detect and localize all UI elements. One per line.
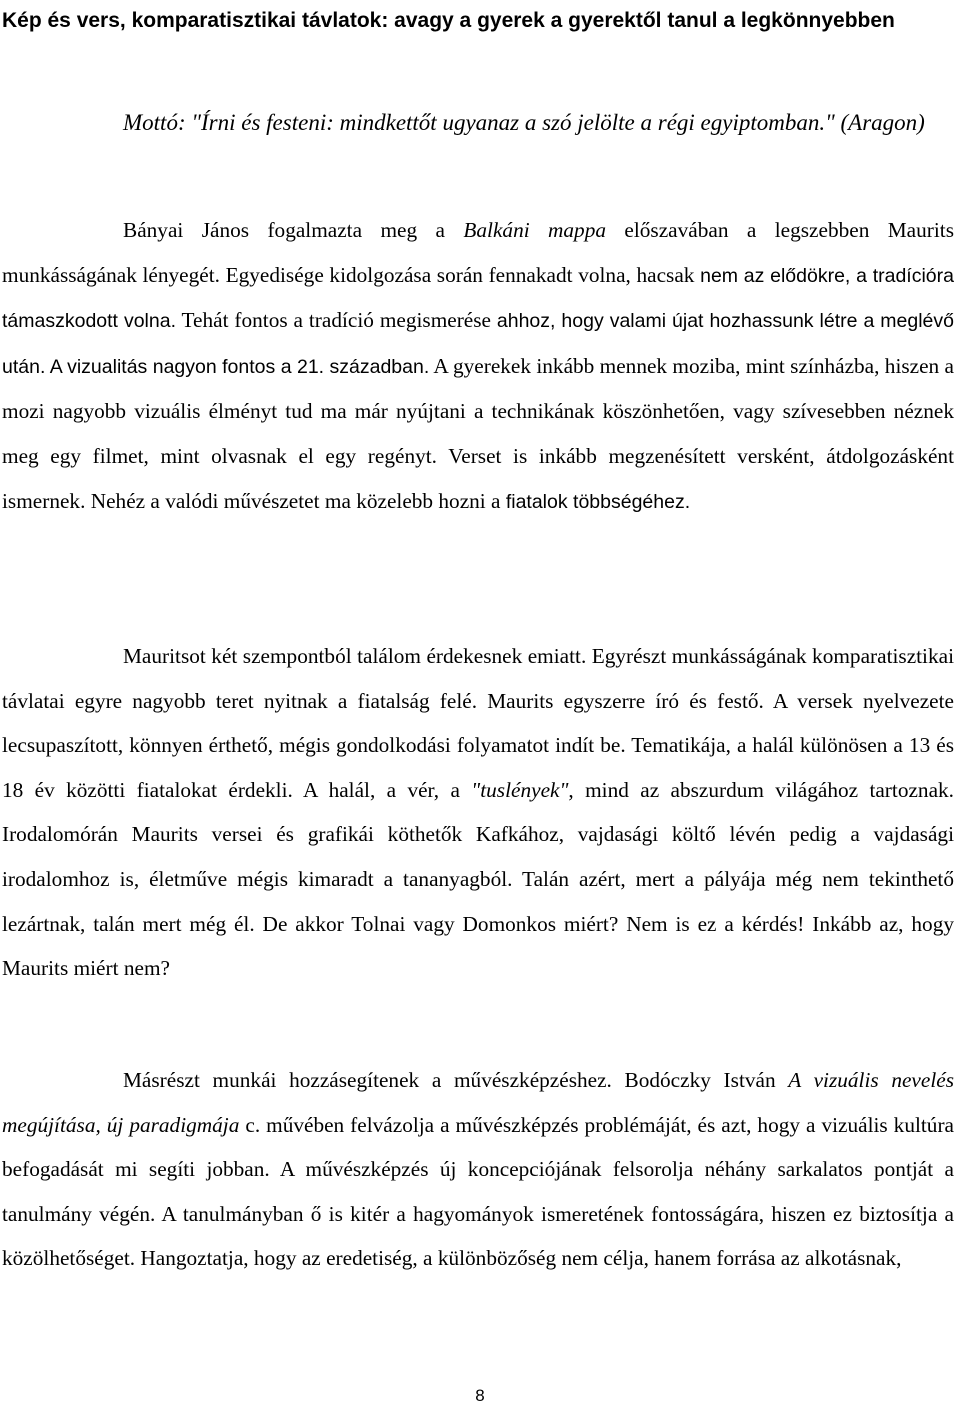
motto: [2, 100, 954, 146]
paragraph-3: [2, 1058, 954, 1281]
p3-text-a: Másrészt munkái hozzásegítenek a művészképzéshez. Bodóczky István: [123, 1068, 789, 1092]
motto-text: Mottó: "Írni és festeni: mindkettőt ugyanaz a szó jelölte a régi egyiptomban." (Aragon): [123, 110, 925, 135]
p2-text-a: Mauritsot két szempontból találom érdekesnek emiatt. Egyrészt munkásságának komparatisztikai távlatai egyre nagyobb teret nyitnak a fiatalság felé. Maurits egyszerre író és festő. A versek nyelvezete lecsupaszított, könnyen érthető, mégis gondolkodási folyamatot indít be. Tematikája, a halál különösen a 13 és 18 év közötti fiatalokat érdekli. A halál, a vér, a: [2, 644, 954, 802]
p1-text-a: Bányai János fogalmazta meg a: [123, 218, 464, 242]
p1-text-f: A gyerekek inkább mennek moziba, mint színházba, hiszen a mozi nagyobb vizuális élményt tud ma már nyújtani a technikának köszönhetően, vagy szívesebben néznek meg egy filmet, mint olvasnak el egy regényt. Verset is inkább megzenésített versként, átdolgozásként ismernek. Nehéz a valódi művészetet ma közelebb hozni a: [2, 353, 954, 513]
p1-text-c: nem az elődökre, a tradícióra támaszkodott volna.: [2, 264, 954, 333]
p1-text-d: Tehát fontos a tradíció megismerése: [176, 308, 497, 333]
paragraph-1: [2, 208, 954, 524]
quoted-term-tuslenyek: "tuslények": [471, 777, 569, 802]
p1-text-b: előszavában a legszebben Maurits munkásságának lényegét. Egyedisége kidolgozása során fennakadt volna, hacsak: [2, 218, 954, 287]
p1-text-e: ahhoz, hogy valami újat hozhassunk létre a meglévő után. A vizualitás nagyon fontos a 21. században.: [2, 310, 954, 378]
page-number: 8: [475, 1386, 485, 1405]
p1-text-g: fiatalok többségéhez.: [505, 490, 691, 513]
paragraph-2: [2, 634, 954, 991]
document-title: Kép és vers, komparatisztikai távlatok: avagy a gyerek a gyerektől tanul a legkönnyebben: [2, 9, 895, 32]
book-title-vizualis-neveles: A vizuális nevelés megújítása, új paradigmája: [2, 1068, 954, 1137]
p3-text-b: c. művében felvázolja a művészképzés problémáját, és azt, hogy a vizuális kultúra befogadását mi segíti jobban. A művészképzés új koncepciójának felsorolja néhány sarkalatos pontját a tanulmány végén. A tanulmányban ő is kitér a hagyományok ismeretének fontosságára, hiszen ez biztosítja a közölhetőséget. Hangoztatja, hogy az eredetiség, a különbözőség nem célja, hanem forrása az alkotásnak,: [2, 1112, 954, 1271]
p2-text-b: , mind az abszurdum világához tartoznak. Irodalomórán Maurits versei és grafikái köthetők Kafkához, vajdasági költő lévén pedig a vajdasági irodalomhoz is, életműve mégis kimaradt a tananyagból. Talán azért, mert a pályája még nem tekinthető lezártnak, talán mert még él. De akkor Tolnai vagy Domonkos miért? Nem is ez a kérdés! Inkább az, hogy Maurits miért nem?: [2, 777, 954, 981]
book-title-balkani-mappa: Balkáni mappa: [463, 218, 607, 242]
